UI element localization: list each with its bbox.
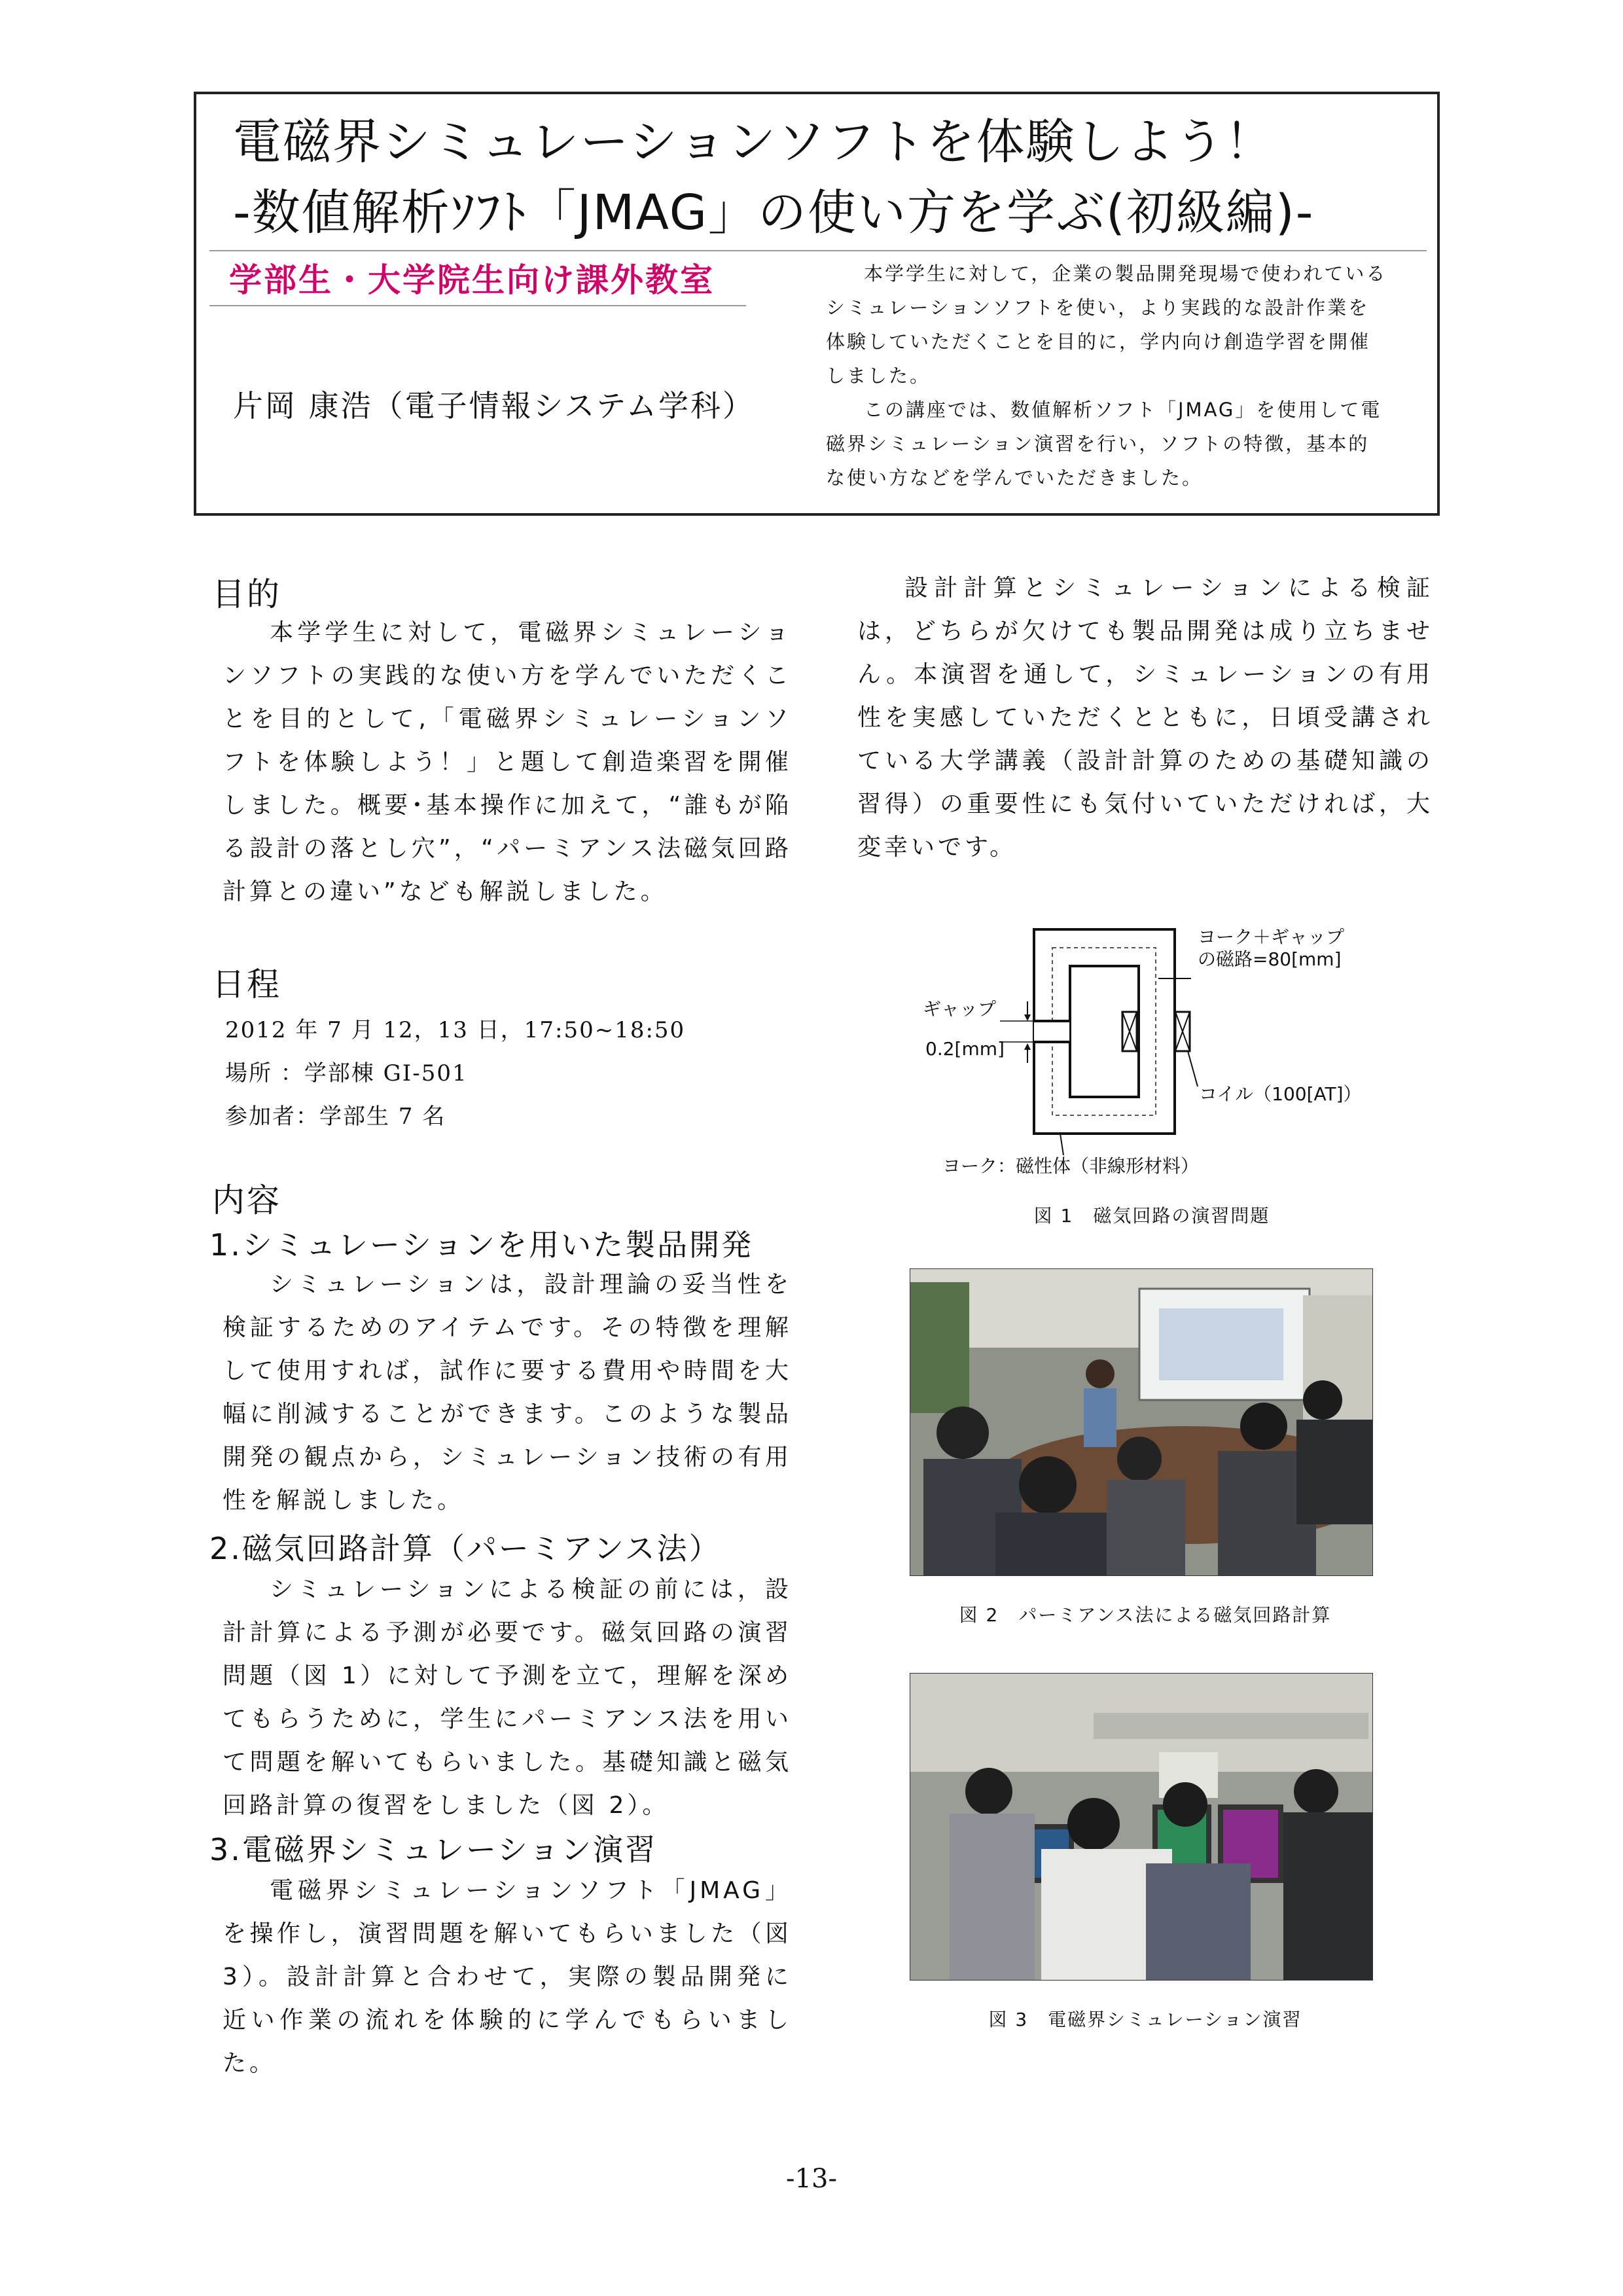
closing-text: 設計計算とシミュレーションによる検証は，どちらが欠けても製品開発は成り立ちません。本演習を通して，シミュレーションの有用性を実感していただくとともに，日頃受講されている大学講義（設計計算のための基礎知識の習得）の重要性にも気付いていただければ，大変幸いです。: [857, 575, 1433, 861]
abstract: [826, 257, 1389, 495]
subtitle-divider: [209, 305, 746, 306]
figure-1-caption: 図 1 磁気回路の演習問題: [1033, 1205, 1270, 1227]
coil-label: コイル（100[AT]）: [1199, 1083, 1362, 1105]
schedule-place: 場所 ：学部棟 GI-501: [225, 1060, 468, 1086]
content-item-1-title: 1.シミュレーションを用いた製品開発: [209, 1227, 754, 1263]
content-item-3-text: 電磁界シミュレーションソフト「JMAG」を操作し，演習問題を解いてもらいました（図 3）。設計計算と合わせて，実際の製品開発に近い作業の流れを体験的に学んでもらいました。: [223, 1877, 792, 2077]
abstract-paragraph-2: この講座では、数値解析ソフト「JMAG」を使用して電磁界シミュレーション演習を行い，ソフトの特徴，基本的な使い方などを学んでいただきました。: [826, 399, 1382, 489]
title-line-2: -数値解析ｿﾌﾄ「JMAG」の使い方を学ぶ(初級編)-: [233, 185, 1315, 241]
content-item-1-text: シミュレーションは，設計理論の妥当性を検証するためのアイテムです。その特徴を理解して使用すれば，試作に要する費用や時間を大幅に削減することができます。このような製品開発の観点から，シミュレーション技術の有用性を解説しました。: [223, 1271, 792, 1514]
figure-3-photo: [910, 1673, 1373, 1981]
gap-value-label: 0.2[mm]: [925, 1038, 1005, 1060]
figure-2-photo: [910, 1268, 1373, 1576]
schedule-date: 2012 年 7 月 12，13 日，17:50~18:50: [225, 1017, 686, 1043]
figure-1-diagram: [923, 923, 1381, 1185]
figure-2-caption: 図 2 パーミアンス法による磁気回路計算: [959, 1604, 1332, 1626]
subtitle: 学部生・大学院生向け課外教室: [229, 261, 715, 299]
yoke-gap-label-2: の磁路=80[mm]: [1198, 948, 1342, 970]
title-divider: [209, 250, 1427, 251]
content-item-2-text: シミュレーションによる検証の前には，設計計算による予測が必要です。磁気回路の演習問題（図 1）に対して予測を立て，理解を深めてもらうために，学生にパーミアンス法を用いて問題を解いてもらいました。基礎知識と磁気回路計算の復習をしました（図 2）。: [223, 1576, 792, 1819]
schedule-participants: 参加者：学部生 7 名: [225, 1103, 446, 1130]
contents-heading: 内容: [212, 1181, 281, 1219]
yoke-label: ヨーク：磁性体（非線形材料）: [942, 1155, 1200, 1177]
purpose-heading: 目的: [212, 575, 281, 613]
content-item-2-title: 2.磁気回路計算（パーミアンス法）: [209, 1531, 721, 1566]
air-gap: [1034, 1022, 1069, 1041]
schedule-heading: 日程: [212, 965, 281, 1003]
figure-3-caption: 図 3 電磁界シミュレーション演習: [988, 2009, 1302, 2030]
purpose-text: 本学学生に対して，電磁界シミュレーションソフトの実践的な使い方を学んでいただくことを目的として,「電磁界シミュレーションソフトを体験しよう！」と題して創造楽習を開催しました。概要･基本操作に加えて，“誰もが陥る設計の落とし穴”，“パーミアンス法磁気回路計算との違い”なども解説しました。: [223, 619, 792, 905]
title-line-1: 電磁界シミュレーションソフトを体験しよう！: [233, 114, 1275, 170]
simulation-exercise-photo: [910, 1674, 1372, 1980]
author: 片岡 康浩（電子情報システム学科）: [233, 388, 755, 423]
gap-label: ギャップ: [923, 998, 997, 1020]
content-item-3-title: 3.電磁界シミュレーション演習: [209, 1832, 658, 1867]
yoke-gap-label-1: ヨーク＋ギャップ: [1198, 926, 1345, 948]
classroom-lecture-photo: [910, 1269, 1372, 1575]
abstract-paragraph-1: 本学学生に対して，企業の製品開発現場で使われているシミュレーションソフトを使い，より実践的な設計作業を体験していただくことを目的に，学内向け創造学習を開催しました。: [826, 262, 1387, 387]
page-number: -13-: [786, 2164, 837, 2194]
